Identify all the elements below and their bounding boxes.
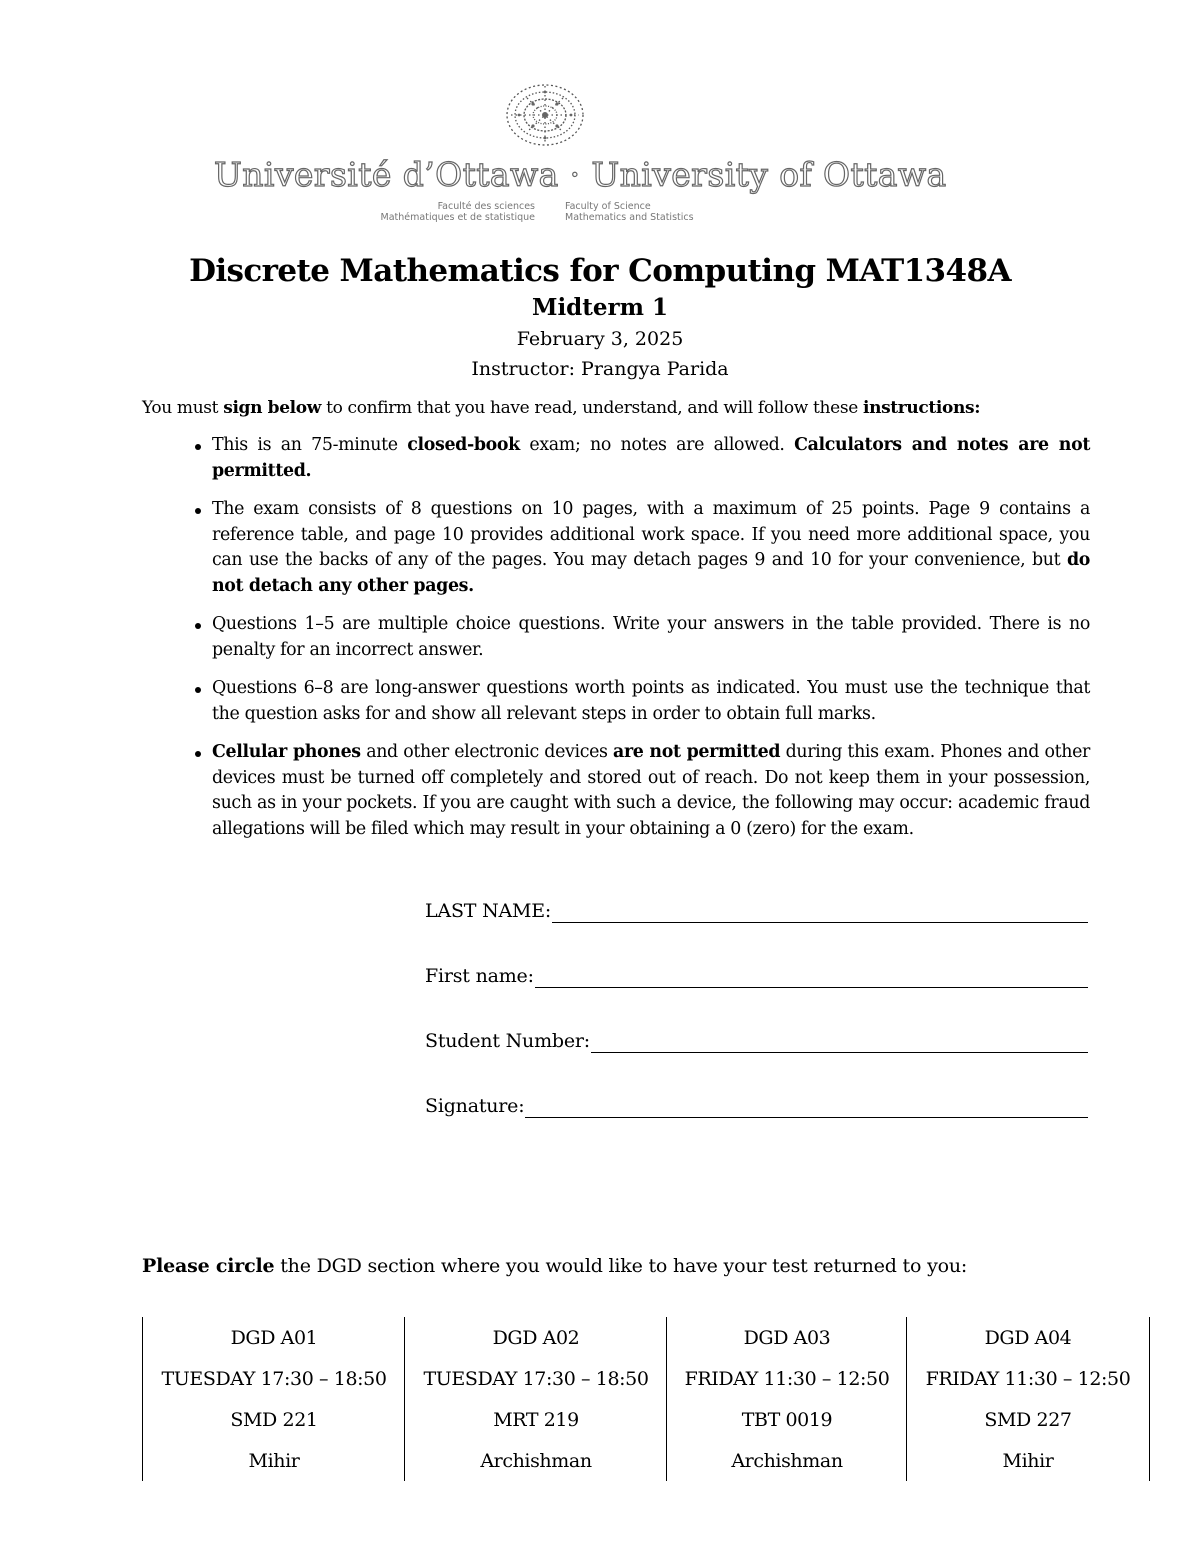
dgd-ta: Mihir [1002, 1450, 1054, 1472]
faculty-name-english: Faculty of Science Mathematics and Statistics [565, 201, 694, 223]
dgd-section-a04[interactable] [906, 1317, 1150, 1481]
instruction-item: This is an 75-minute closed-book exam; no notes are allowed. Calculators and notes are not permitted. [212, 433, 1090, 484]
dgd-section-a01[interactable] [142, 1317, 405, 1481]
instruction-item: Cellular phones and other electronic devices are not permitted during this exam. Phones and other devices must be turned off completely and stored out of reach. Do not keep them in your possession, such as in your pockets. If you are caught with such a device, the following may occur: academic fraud allegations will be filed which may result in your obtaining a 0 (zero) for the exam. [212, 740, 1090, 842]
faculty-name-french: Faculté des sciences Mathématiques et de statistique [380, 201, 535, 223]
university-seal-icon [497, 78, 593, 152]
dgd-ta: Archishman [480, 1450, 592, 1472]
instruction-item: Questions 1–5 are multiple choice questions. Write your answers in the table provided. There is no penalty for an incorrect answer. [212, 612, 1090, 663]
first-name-line[interactable] [535, 967, 1088, 988]
dgd-section-a03[interactable] [666, 1317, 907, 1481]
dgd-prompt: Please circle the DGD section where you would like to have your test returned to you: [142, 1255, 968, 1277]
course-title: Discrete Mathematics for Computing MAT1348A [189, 253, 1011, 289]
student-number-label: Student Number: [425, 1030, 590, 1052]
dgd-name: DGD A02 [492, 1327, 580, 1349]
dgd-room: SMD 221 [230, 1409, 318, 1431]
instructions-list [212, 433, 1090, 855]
signature-line[interactable] [525, 1097, 1088, 1118]
last-name-field[interactable] [425, 893, 1088, 923]
last-name-line[interactable] [552, 902, 1088, 923]
instruction-item: Questions 6–8 are long-answer questions worth points as indicated. You must use the technique that the question asks for and show all relevant steps in order to obtain full marks. [212, 676, 1090, 727]
dgd-ta: Archishman [731, 1450, 843, 1472]
instruction-item: The exam consists of 8 questions on 10 pages, with a maximum of 25 points. Page 9 contains a reference table, and page 10 provides additional work space. If you need more additional space, you can use the backs of any of the pages. You may detach pages 9 and 10 for your convenience, but do not detach any other pages. [212, 497, 1090, 599]
dgd-sections-table [142, 1317, 1150, 1481]
signature-label: Signature: [425, 1095, 525, 1117]
first-name-field[interactable] [425, 958, 1088, 988]
student-number-field[interactable] [425, 1023, 1088, 1053]
dgd-ta: Mihir [248, 1450, 300, 1472]
dgd-time: TUESDAY 17:30 – 18:50 [161, 1368, 387, 1390]
dgd-time: FRIDAY 11:30 – 12:50 [925, 1368, 1131, 1390]
dgd-room: SMD 227 [984, 1409, 1072, 1431]
exam-date: February 3, 2025 [516, 328, 684, 350]
dgd-room: TBT 0019 [741, 1409, 833, 1431]
sign-intro-text: You must sign below to confirm that you have read, understand, and will follow these instructions: [142, 398, 981, 418]
instructor-name: Instructor: Prangya Parida [471, 358, 729, 380]
last-name-label: LAST NAME: [425, 900, 552, 922]
student-number-line[interactable] [591, 1032, 1088, 1053]
dgd-section-a02[interactable] [404, 1317, 667, 1481]
dgd-time: FRIDAY 11:30 – 12:50 [684, 1368, 890, 1390]
university-wordmark-logo: Université d’Ottawa · University of Ottawa [214, 155, 947, 194]
dgd-name: DGD A01 [230, 1327, 318, 1349]
dgd-name: DGD A03 [743, 1327, 831, 1349]
first-name-label: First name: [425, 965, 534, 987]
dgd-room: MRT 219 [493, 1409, 579, 1431]
dgd-time: TUESDAY 17:30 – 18:50 [423, 1368, 649, 1390]
signature-field[interactable] [425, 1088, 1088, 1118]
dgd-name: DGD A04 [984, 1327, 1072, 1349]
exam-name: Midterm 1 [531, 294, 668, 321]
